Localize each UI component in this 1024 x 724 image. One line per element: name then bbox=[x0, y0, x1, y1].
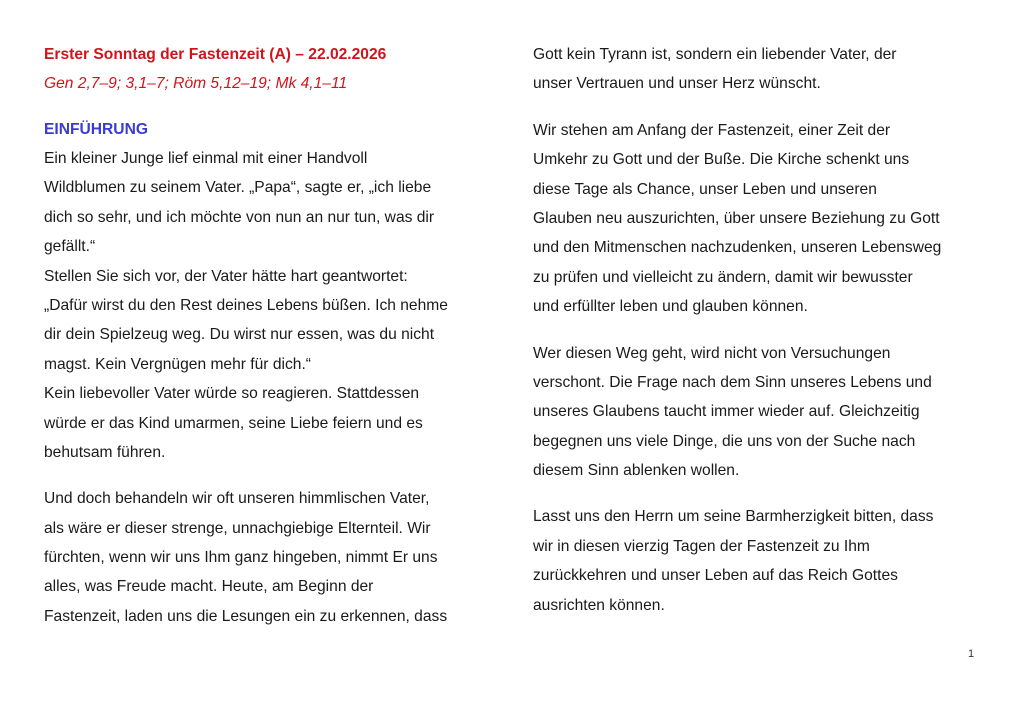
text-line: unseres Glaubens taucht immer wieder auf. Gleichzeitig bbox=[533, 403, 920, 421]
left-column bbox=[44, 40, 494, 631]
document-title: Erster Sonntag der Fastenzeit (A) – 22.02.2026 bbox=[44, 46, 387, 63]
text-line: Ein kleiner Junge lief einmal mit einer Handvoll bbox=[44, 150, 368, 167]
paragraph-spacing bbox=[44, 467, 494, 484]
text-line: zurückkehren und unser Leben auf das Reich Gottes bbox=[533, 567, 898, 585]
text-line: zu prüfen und vielleicht zu ändern, damit wir bewusster bbox=[533, 268, 913, 286]
text-line: fürchten, wenn wir uns Ihm ganz hingeben, nimmt Er uns bbox=[44, 549, 438, 567]
text-line: begegnen uns viele Dinge, die uns von der Suche nach bbox=[533, 432, 916, 450]
section-heading: EINFÜHRUNG bbox=[44, 121, 148, 138]
text-line: Stellen Sie sich vor, der Vater hätte hart geantwortet: bbox=[44, 267, 408, 285]
text-line: Und doch behandeln wir oft unseren himmlischen Vater, bbox=[44, 490, 430, 508]
text-line: gefällt.“ bbox=[44, 238, 96, 256]
text-line: Glauben neu auszurichten, über unsere Beziehung zu Gott bbox=[533, 209, 940, 227]
text-line: Umkehr zu Gott und der Buße. Die Kirche schenkt uns bbox=[533, 151, 910, 169]
paragraph-spacing bbox=[533, 99, 983, 116]
paragraph bbox=[533, 116, 983, 322]
text-line: Gott kein Tyrann ist, sondern ein liebender Vater, der bbox=[533, 46, 897, 63]
text-line: magst. Kein Vergnügen mehr für dich.“ bbox=[44, 355, 311, 373]
text-line: „Dafür wirst du den Rest deines Lebens büßen. Ich nehme bbox=[44, 296, 448, 314]
paragraph bbox=[533, 40, 983, 99]
text-line: Wir stehen am Anfang der Fastenzeit, einer Zeit der bbox=[533, 121, 891, 139]
text-line: verschont. Die Frage nach dem Sinn unseres Lebens und bbox=[533, 373, 932, 391]
right-column bbox=[533, 40, 983, 620]
text-line: dir dein Spielzeug weg. Du wirst nur essen, was du nicht bbox=[44, 326, 435, 344]
text-line: ausrichten können. bbox=[533, 596, 665, 614]
text-line: und erfüllter leben und glauben können. bbox=[533, 298, 808, 316]
text-line: Wer diesen Weg geht, wird nicht von Versuchungen bbox=[533, 344, 891, 362]
text-line: Fastenzeit, laden uns die Lesungen ein zu erkennen, dass bbox=[44, 607, 448, 625]
text-line: alles, was Freude macht. Heute, am Beginn der bbox=[44, 578, 374, 596]
text-line: diese Tage als Chance, unser Leben und unseren bbox=[533, 180, 877, 198]
text-line: und den Mitmenschen nachzudenken, unseren Lebensweg bbox=[533, 239, 942, 257]
page-number: 1 bbox=[968, 648, 975, 660]
text-line: Lasst uns den Herrn um seine Barmherzigkeit bitten, dass bbox=[533, 508, 934, 526]
text-line: behutsam führen. bbox=[44, 443, 166, 461]
paragraph bbox=[44, 484, 494, 631]
paragraph-spacing bbox=[533, 322, 983, 339]
paragraph bbox=[44, 144, 494, 467]
text-line: unser Vertrauen und unser Herz wünscht. bbox=[533, 75, 821, 93]
text-line: Kein liebevoller Vater würde so reagieren. Stattdessen bbox=[44, 385, 420, 403]
paragraph bbox=[533, 502, 983, 620]
paragraph-spacing bbox=[533, 485, 983, 502]
text-line: als wäre er dieser strenge, unnachgiebige Elternteil. Wir bbox=[44, 519, 431, 537]
text-line: Wildblumen zu seinem Vater. „Papa“, sagte er, „ich liebe bbox=[44, 179, 432, 197]
scripture-references: Gen 2,7–9; 3,1–7; Röm 5,12–19; Mk 4,1–11 bbox=[44, 75, 348, 92]
text-line: diesem Sinn ablenken wollen. bbox=[533, 462, 740, 480]
text-line: dich so sehr, und ich möchte von nun an nur tun, was dir bbox=[44, 208, 435, 226]
paragraph bbox=[533, 339, 983, 486]
text-line: wir in diesen vierzig Tagen der Fastenzeit zu Ihm bbox=[533, 537, 870, 555]
text-line: würde er das Kind umarmen, seine Liebe feiern und es bbox=[44, 414, 423, 432]
